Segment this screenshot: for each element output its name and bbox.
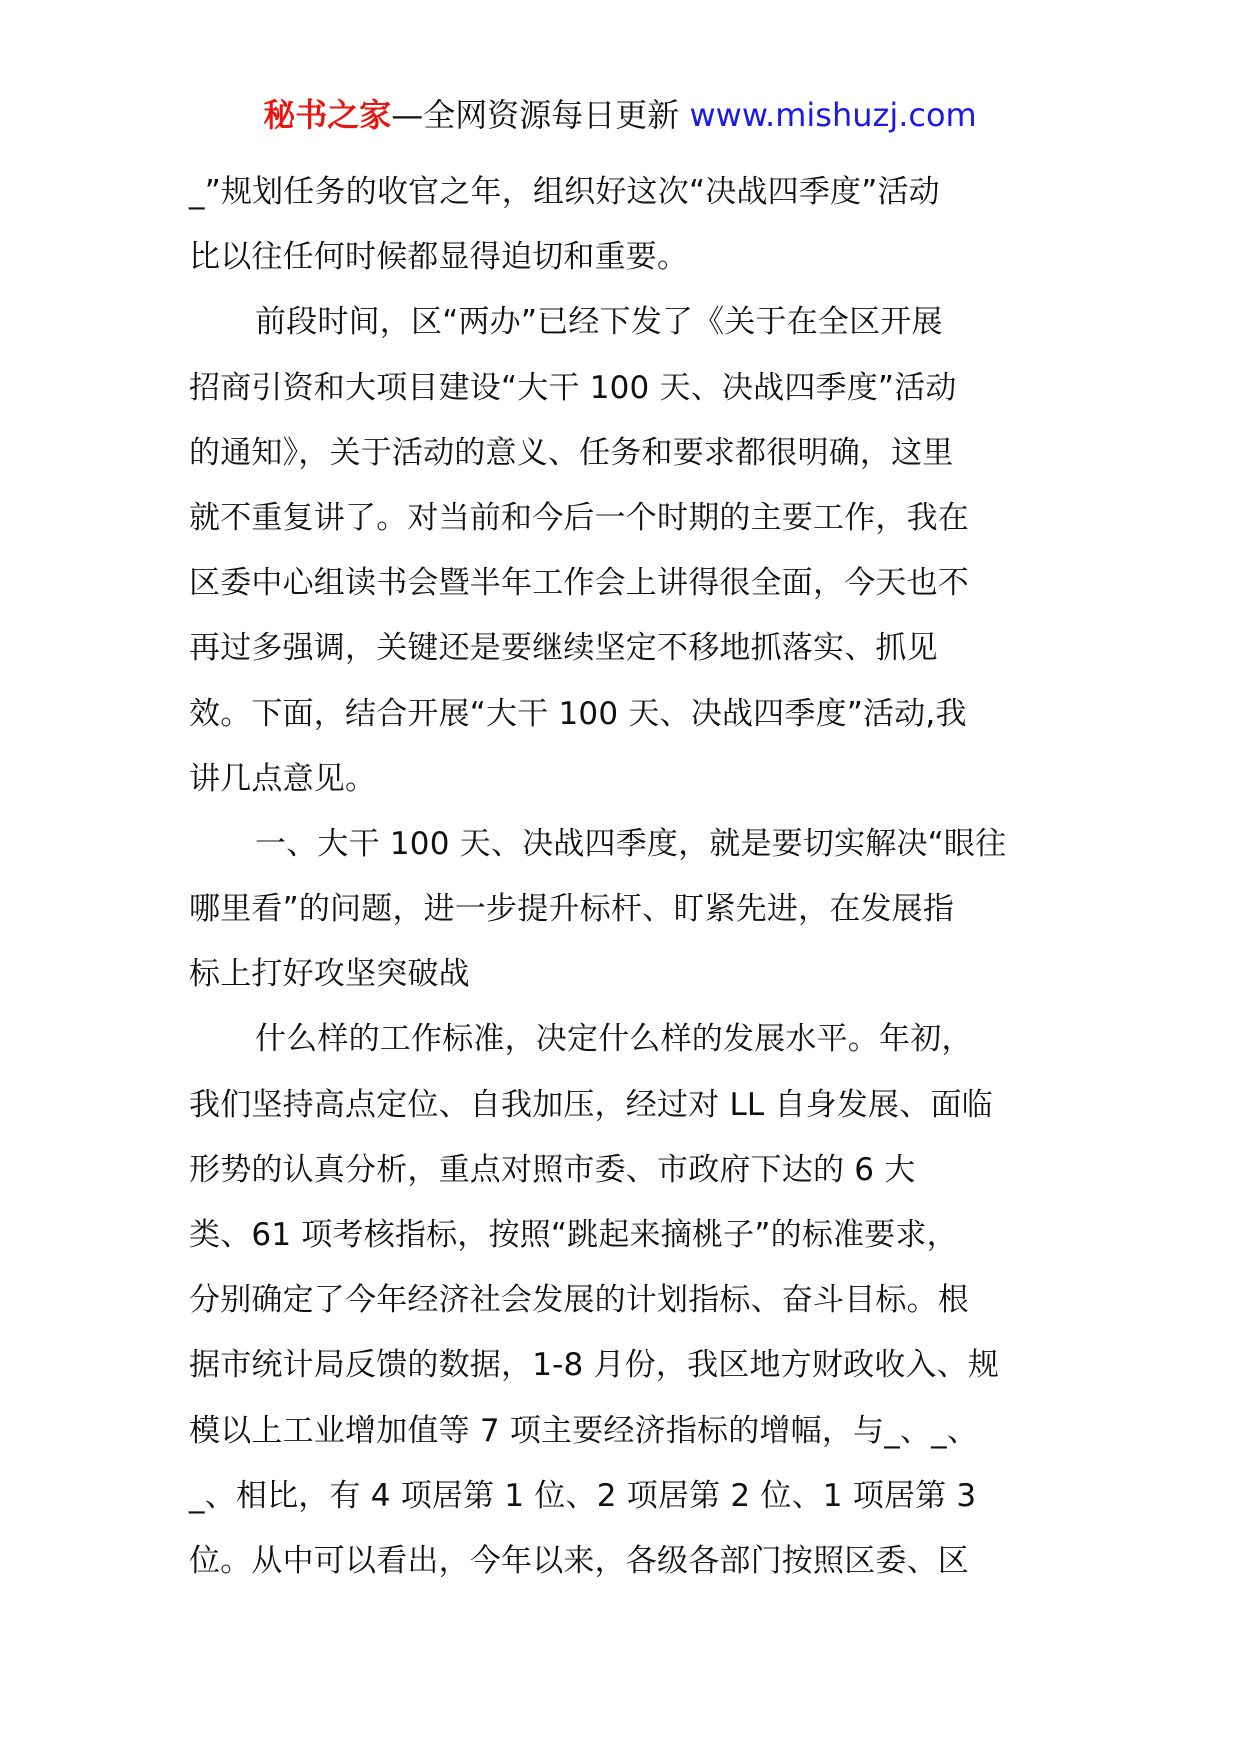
text-line: 的通知》，关于活动的意义、任务和要求都很明确，这里 (189, 434, 954, 471)
section-heading-line: 哪里看”的问题，进一步提升标杆、盯紧先进，在发展指 (189, 891, 955, 928)
text-line: 类、61 项考核指标，按照“跳起来摘桃子”的标准要求， (189, 1217, 958, 1253)
section-heading-line: 标上打好攻坚突破战 (189, 956, 470, 993)
paragraph-start-line: 什么样的工作标准，决定什么样的发展水平。年初， (255, 1021, 973, 1058)
text-line: _”规划任务的收官之年，组织好这次“决战四季度”活动 (189, 174, 940, 210)
text-line: 比以往任何时候都显得迫切和重要。 (189, 239, 689, 276)
brand-name: 秘书之家 (263, 96, 392, 134)
paragraph-start-line: 前段时间，区“两办”已经下发了《关于在全区开展 (255, 304, 943, 341)
text-line: 效。下面，结合开展“大干 100 天、决战四季度”活动,我 (189, 695, 967, 732)
text-line: _、相比，有 4 项居第 1 位、2 项居第 2 位、1 项居第 3 (189, 1477, 977, 1514)
text-line: 招商引资和大项目建设“大干 100 天、决战四季度”活动 (189, 369, 957, 406)
text-line: 再过多强调，关键还是要继续坚定不移地抓落实、抓见 (189, 630, 938, 667)
document-body (189, 160, 1069, 1594)
text-line: 就不重复讲了。对当前和今后一个时期的主要工作，我在 (189, 499, 969, 536)
header-tagline: —全网资源每日更新 (391, 96, 690, 134)
text-line: 模以上工业增加值等 7 项主要经济指标的增幅，与_、_、 (189, 1412, 979, 1449)
text-line: 据市统计局反馈的数据，1-8 月份，我区地方财政收入、规 (189, 1347, 1000, 1384)
text-line: 分别确定了今年经济社会发展的计划指标、奋斗目标。根 (189, 1282, 969, 1319)
site-url-link[interactable]: www.mishuzj.com (689, 96, 977, 134)
text-line: 形势的认真分析，重点对照市委、市政府下达的 6 大 (189, 1151, 916, 1188)
site-header (0, 93, 1240, 137)
text-line: 区委中心组读书会暨半年工作会上讲得很全面，今天也不 (189, 565, 969, 602)
text-line: 我们坚持高点定位、自我加压，经过对 LL 自身发展、面临 (189, 1086, 993, 1123)
text-line: 讲几点意见。 (189, 760, 377, 797)
section-heading-line: 一、大干 100 天、决战四季度，就是要切实解决“眼往 (255, 825, 1007, 862)
text-line: 位。从中可以看出，今年以来，各级各部门按照区委、区 (189, 1542, 969, 1579)
